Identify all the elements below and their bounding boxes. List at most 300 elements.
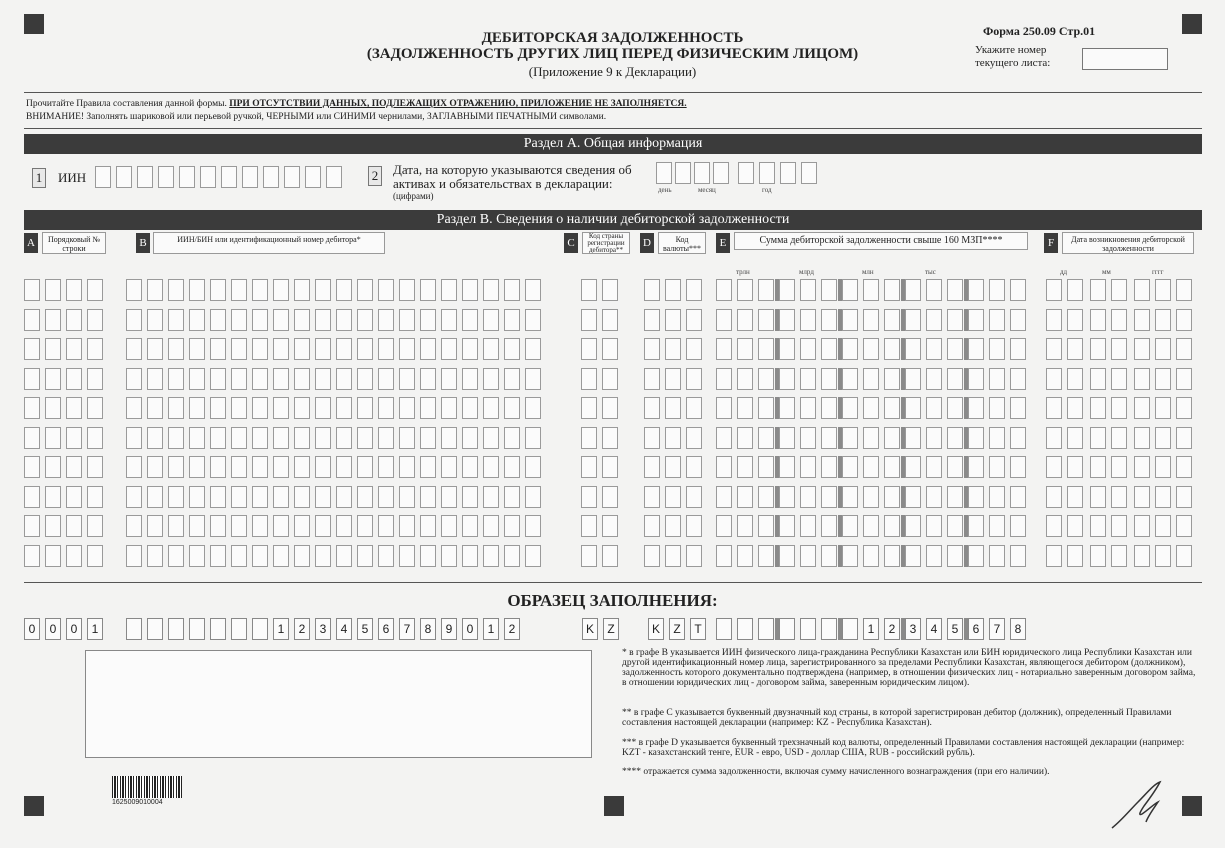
debtor-id-cell[interactable] — [273, 368, 289, 390]
currency-code-cell[interactable] — [686, 456, 702, 478]
currency-code-cell[interactable] — [644, 368, 660, 390]
debtor-id-cell[interactable] — [399, 279, 415, 301]
debtor-id-cell[interactable] — [210, 456, 226, 478]
debtor-id-cell[interactable] — [231, 515, 247, 537]
date-yyyy-cell[interactable] — [1155, 338, 1171, 360]
date-yyyy-cell[interactable] — [1176, 279, 1192, 301]
date-dd-cell[interactable] — [1067, 456, 1083, 478]
date-yyyy-cell[interactable] — [1134, 309, 1150, 331]
currency-code-cell[interactable] — [644, 545, 660, 567]
debtor-id-cell[interactable] — [399, 309, 415, 331]
amount-cell[interactable] — [947, 486, 963, 508]
debtor-id-cell[interactable] — [294, 338, 310, 360]
debtor-id-cell[interactable] — [294, 279, 310, 301]
amount-cell[interactable] — [926, 486, 942, 508]
amount-cell[interactable] — [821, 309, 837, 331]
amount-cell[interactable] — [716, 545, 732, 567]
amount-cell[interactable] — [779, 486, 795, 508]
debtor-id-cell[interactable] — [168, 397, 184, 419]
debtor-id-cell[interactable] — [210, 545, 226, 567]
debtor-id-cell[interactable] — [378, 397, 394, 419]
debtor-id-cell[interactable] — [462, 338, 478, 360]
date-dd-cell[interactable] — [1046, 338, 1062, 360]
debtor-id-cell[interactable] — [462, 456, 478, 478]
debtor-id-cell[interactable] — [294, 486, 310, 508]
date-dd-cell[interactable] — [1046, 309, 1062, 331]
row-number-cell[interactable] — [66, 515, 82, 537]
amount-cell[interactable] — [968, 486, 984, 508]
debtor-id-cell[interactable] — [504, 309, 520, 331]
currency-code-cell[interactable] — [665, 486, 681, 508]
debtor-id-cell[interactable] — [147, 338, 163, 360]
currency-code-cell[interactable] — [686, 545, 702, 567]
amount-cell[interactable] — [842, 515, 858, 537]
currency-code-cell[interactable] — [686, 486, 702, 508]
date-mm-cell[interactable] — [1111, 486, 1127, 508]
debtor-id-cell[interactable] — [504, 456, 520, 478]
amount-cell[interactable] — [863, 397, 879, 419]
country-code-cell[interactable] — [581, 427, 597, 449]
date-dd-cell[interactable] — [1046, 397, 1062, 419]
debtor-id-cell[interactable] — [336, 486, 352, 508]
amount-cell[interactable] — [1010, 338, 1026, 360]
amount-cell[interactable] — [800, 279, 816, 301]
debtor-id-cell[interactable] — [147, 456, 163, 478]
debtor-id-cell[interactable] — [462, 309, 478, 331]
iin-cell[interactable] — [200, 166, 216, 188]
currency-code-cell[interactable] — [665, 397, 681, 419]
row-number-cell[interactable] — [87, 309, 103, 331]
amount-cell[interactable] — [926, 427, 942, 449]
date-yyyy-cell[interactable] — [1155, 368, 1171, 390]
debtor-id-cell[interactable] — [273, 515, 289, 537]
debtor-id-cell[interactable] — [189, 545, 205, 567]
amount-cell[interactable] — [989, 515, 1005, 537]
date-dd-cell[interactable] — [1046, 486, 1062, 508]
amount-cell[interactable] — [926, 397, 942, 419]
amount-cell[interactable] — [947, 309, 963, 331]
debtor-id-cell[interactable] — [441, 309, 457, 331]
row-number-cell[interactable] — [45, 279, 61, 301]
date-dd-cell[interactable] — [1046, 279, 1062, 301]
debtor-id-cell[interactable] — [420, 397, 436, 419]
debtor-id-cell[interactable] — [147, 486, 163, 508]
date-mm-cell[interactable] — [1111, 397, 1127, 419]
country-code-cell[interactable] — [602, 515, 618, 537]
date-mm-cell[interactable] — [1090, 545, 1106, 567]
amount-cell[interactable] — [779, 515, 795, 537]
amount-cell[interactable] — [905, 545, 921, 567]
debtor-id-cell[interactable] — [504, 486, 520, 508]
debtor-id-cell[interactable] — [357, 515, 373, 537]
amount-cell[interactable] — [737, 486, 753, 508]
debtor-id-cell[interactable] — [147, 427, 163, 449]
amount-cell[interactable] — [842, 545, 858, 567]
amount-cell[interactable] — [1010, 456, 1026, 478]
debtor-id-cell[interactable] — [315, 338, 331, 360]
date-yyyy-cell[interactable] — [1176, 515, 1192, 537]
date-mm-cell[interactable] — [1111, 456, 1127, 478]
amount-cell[interactable] — [947, 515, 963, 537]
debtor-id-cell[interactable] — [126, 309, 142, 331]
debtor-id-cell[interactable] — [441, 486, 457, 508]
debtor-id-cell[interactable] — [189, 486, 205, 508]
amount-cell[interactable] — [758, 456, 774, 478]
amount-cell[interactable] — [905, 338, 921, 360]
debtor-id-cell[interactable] — [378, 368, 394, 390]
date-day-cell[interactable] — [675, 162, 691, 184]
debtor-id-cell[interactable] — [126, 279, 142, 301]
date-yyyy-cell[interactable] — [1134, 279, 1150, 301]
debtor-id-cell[interactable] — [441, 338, 457, 360]
amount-cell[interactable] — [926, 279, 942, 301]
amount-cell[interactable] — [779, 456, 795, 478]
debtor-id-cell[interactable] — [525, 515, 541, 537]
amount-cell[interactable] — [989, 486, 1005, 508]
amount-cell[interactable] — [800, 338, 816, 360]
debtor-id-cell[interactable] — [336, 456, 352, 478]
row-number-cell[interactable] — [66, 545, 82, 567]
amount-cell[interactable] — [884, 397, 900, 419]
debtor-id-cell[interactable] — [252, 427, 268, 449]
date-yyyy-cell[interactable] — [1155, 279, 1171, 301]
debtor-id-cell[interactable] — [189, 338, 205, 360]
date-dd-cell[interactable] — [1046, 368, 1062, 390]
row-number-cell[interactable] — [24, 427, 40, 449]
debtor-id-cell[interactable] — [462, 279, 478, 301]
amount-cell[interactable] — [821, 545, 837, 567]
debtor-id-cell[interactable] — [441, 368, 457, 390]
debtor-id-cell[interactable] — [399, 545, 415, 567]
amount-cell[interactable] — [989, 456, 1005, 478]
debtor-id-cell[interactable] — [504, 515, 520, 537]
amount-cell[interactable] — [863, 338, 879, 360]
currency-code-cell[interactable] — [665, 515, 681, 537]
amount-cell[interactable] — [758, 338, 774, 360]
iin-cell[interactable] — [158, 166, 174, 188]
debtor-id-cell[interactable] — [399, 338, 415, 360]
row-number-cell[interactable] — [66, 368, 82, 390]
amount-cell[interactable] — [863, 456, 879, 478]
date-yyyy-cell[interactable] — [1134, 368, 1150, 390]
amount-cell[interactable] — [821, 279, 837, 301]
date-mm-cell[interactable] — [1111, 279, 1127, 301]
amount-cell[interactable] — [716, 279, 732, 301]
debtor-id-cell[interactable] — [126, 515, 142, 537]
country-code-cell[interactable] — [581, 456, 597, 478]
date-mm-cell[interactable] — [1090, 338, 1106, 360]
amount-cell[interactable] — [926, 338, 942, 360]
debtor-id-cell[interactable] — [441, 456, 457, 478]
debtor-id-cell[interactable] — [168, 427, 184, 449]
date-dd-cell[interactable] — [1067, 545, 1083, 567]
country-code-cell[interactable] — [581, 309, 597, 331]
debtor-id-cell[interactable] — [189, 368, 205, 390]
country-code-cell[interactable] — [602, 309, 618, 331]
iin-cell[interactable] — [116, 166, 132, 188]
debtor-id-cell[interactable] — [294, 309, 310, 331]
row-number-cell[interactable] — [45, 515, 61, 537]
amount-cell[interactable] — [779, 397, 795, 419]
debtor-id-cell[interactable] — [525, 368, 541, 390]
amount-cell[interactable] — [968, 338, 984, 360]
date-yyyy-cell[interactable] — [1155, 397, 1171, 419]
amount-cell[interactable] — [884, 309, 900, 331]
debtor-id-cell[interactable] — [252, 397, 268, 419]
amount-cell[interactable] — [1010, 515, 1026, 537]
row-number-cell[interactable] — [87, 368, 103, 390]
amount-cell[interactable] — [716, 338, 732, 360]
debtor-id-cell[interactable] — [483, 486, 499, 508]
country-code-cell[interactable] — [581, 338, 597, 360]
currency-code-cell[interactable] — [665, 279, 681, 301]
date-yyyy-cell[interactable] — [1134, 545, 1150, 567]
date-yyyy-cell[interactable] — [1134, 338, 1150, 360]
debtor-id-cell[interactable] — [231, 486, 247, 508]
date-month-cell[interactable] — [713, 162, 729, 184]
amount-cell[interactable] — [821, 397, 837, 419]
date-yyyy-cell[interactable] — [1176, 456, 1192, 478]
amount-cell[interactable] — [926, 368, 942, 390]
amount-cell[interactable] — [800, 427, 816, 449]
currency-code-cell[interactable] — [686, 279, 702, 301]
debtor-id-cell[interactable] — [420, 427, 436, 449]
debtor-id-cell[interactable] — [189, 279, 205, 301]
debtor-id-cell[interactable] — [168, 338, 184, 360]
date-yyyy-cell[interactable] — [1134, 456, 1150, 478]
amount-cell[interactable] — [842, 338, 858, 360]
debtor-id-cell[interactable] — [420, 338, 436, 360]
currency-code-cell[interactable] — [644, 427, 660, 449]
amount-cell[interactable] — [989, 279, 1005, 301]
amount-cell[interactable] — [800, 515, 816, 537]
date-yyyy-cell[interactable] — [1155, 456, 1171, 478]
debtor-id-cell[interactable] — [336, 279, 352, 301]
debtor-id-cell[interactable] — [126, 427, 142, 449]
country-code-cell[interactable] — [602, 456, 618, 478]
amount-cell[interactable] — [968, 456, 984, 478]
debtor-id-cell[interactable] — [357, 338, 373, 360]
debtor-id-cell[interactable] — [210, 309, 226, 331]
currency-code-cell[interactable] — [644, 338, 660, 360]
debtor-id-cell[interactable] — [252, 486, 268, 508]
debtor-id-cell[interactable] — [420, 545, 436, 567]
debtor-id-cell[interactable] — [462, 368, 478, 390]
debtor-id-cell[interactable] — [210, 427, 226, 449]
amount-cell[interactable] — [821, 456, 837, 478]
debtor-id-cell[interactable] — [189, 427, 205, 449]
debtor-id-cell[interactable] — [126, 368, 142, 390]
sheet-number-input[interactable] — [1082, 48, 1168, 70]
amount-cell[interactable] — [716, 368, 732, 390]
debtor-id-cell[interactable] — [336, 397, 352, 419]
row-number-cell[interactable] — [45, 338, 61, 360]
debtor-id-cell[interactable] — [231, 545, 247, 567]
date-dd-cell[interactable] — [1046, 545, 1062, 567]
amount-cell[interactable] — [779, 368, 795, 390]
country-code-cell[interactable] — [581, 397, 597, 419]
debtor-id-cell[interactable] — [252, 545, 268, 567]
currency-code-cell[interactable] — [665, 427, 681, 449]
currency-code-cell[interactable] — [644, 279, 660, 301]
amount-cell[interactable] — [863, 515, 879, 537]
debtor-id-cell[interactable] — [189, 456, 205, 478]
debtor-id-cell[interactable] — [147, 545, 163, 567]
debtor-id-cell[interactable] — [441, 397, 457, 419]
debtor-id-cell[interactable] — [525, 309, 541, 331]
country-code-cell[interactable] — [602, 486, 618, 508]
iin-cell[interactable] — [137, 166, 153, 188]
amount-cell[interactable] — [716, 309, 732, 331]
amount-cell[interactable] — [989, 368, 1005, 390]
date-yyyy-cell[interactable] — [1134, 515, 1150, 537]
row-number-cell[interactable] — [24, 279, 40, 301]
debtor-id-cell[interactable] — [231, 279, 247, 301]
amount-cell[interactable] — [842, 456, 858, 478]
debtor-id-cell[interactable] — [357, 545, 373, 567]
amount-cell[interactable] — [926, 309, 942, 331]
debtor-id-cell[interactable] — [273, 397, 289, 419]
debtor-id-cell[interactable] — [273, 486, 289, 508]
debtor-id-cell[interactable] — [525, 427, 541, 449]
amount-cell[interactable] — [968, 279, 984, 301]
currency-code-cell[interactable] — [665, 338, 681, 360]
debtor-id-cell[interactable] — [168, 456, 184, 478]
amount-cell[interactable] — [968, 368, 984, 390]
amount-cell[interactable] — [800, 368, 816, 390]
debtor-id-cell[interactable] — [273, 456, 289, 478]
debtor-id-cell[interactable] — [357, 486, 373, 508]
date-yyyy-cell[interactable] — [1134, 427, 1150, 449]
debtor-id-cell[interactable] — [483, 515, 499, 537]
date-yyyy-cell[interactable] — [1176, 545, 1192, 567]
amount-cell[interactable] — [737, 368, 753, 390]
country-code-cell[interactable] — [602, 427, 618, 449]
iin-cell[interactable] — [305, 166, 321, 188]
amount-cell[interactable] — [737, 338, 753, 360]
amount-cell[interactable] — [758, 368, 774, 390]
debtor-id-cell[interactable] — [315, 486, 331, 508]
amount-cell[interactable] — [758, 545, 774, 567]
amount-cell[interactable] — [884, 368, 900, 390]
debtor-id-cell[interactable] — [126, 338, 142, 360]
debtor-id-cell[interactable] — [252, 338, 268, 360]
amount-cell[interactable] — [1010, 545, 1026, 567]
debtor-id-cell[interactable] — [525, 456, 541, 478]
date-mm-cell[interactable] — [1090, 515, 1106, 537]
amount-cell[interactable] — [926, 456, 942, 478]
row-number-cell[interactable] — [87, 456, 103, 478]
amount-cell[interactable] — [968, 515, 984, 537]
amount-cell[interactable] — [863, 486, 879, 508]
country-code-cell[interactable] — [581, 515, 597, 537]
debtor-id-cell[interactable] — [336, 545, 352, 567]
date-yyyy-cell[interactable] — [1176, 427, 1192, 449]
amount-cell[interactable] — [947, 456, 963, 478]
date-mm-cell[interactable] — [1111, 515, 1127, 537]
date-yyyy-cell[interactable] — [1176, 486, 1192, 508]
debtor-id-cell[interactable] — [357, 279, 373, 301]
debtor-id-cell[interactable] — [126, 397, 142, 419]
debtor-id-cell[interactable] — [315, 309, 331, 331]
row-number-cell[interactable] — [24, 545, 40, 567]
currency-code-cell[interactable] — [644, 515, 660, 537]
debtor-id-cell[interactable] — [252, 309, 268, 331]
debtor-id-cell[interactable] — [420, 368, 436, 390]
debtor-id-cell[interactable] — [504, 338, 520, 360]
debtor-id-cell[interactable] — [483, 309, 499, 331]
debtor-id-cell[interactable] — [315, 368, 331, 390]
debtor-id-cell[interactable] — [336, 338, 352, 360]
debtor-id-cell[interactable] — [525, 279, 541, 301]
amount-cell[interactable] — [737, 456, 753, 478]
row-number-cell[interactable] — [66, 486, 82, 508]
debtor-id-cell[interactable] — [378, 456, 394, 478]
amount-cell[interactable] — [863, 427, 879, 449]
amount-cell[interactable] — [863, 545, 879, 567]
amount-cell[interactable] — [758, 427, 774, 449]
debtor-id-cell[interactable] — [483, 397, 499, 419]
debtor-id-cell[interactable] — [378, 545, 394, 567]
currency-code-cell[interactable] — [665, 368, 681, 390]
debtor-id-cell[interactable] — [210, 486, 226, 508]
date-dd-cell[interactable] — [1046, 427, 1062, 449]
amount-cell[interactable] — [884, 279, 900, 301]
date-yyyy-cell[interactable] — [1176, 338, 1192, 360]
date-yyyy-cell[interactable] — [1155, 486, 1171, 508]
debtor-id-cell[interactable] — [231, 338, 247, 360]
debtor-id-cell[interactable] — [147, 309, 163, 331]
amount-cell[interactable] — [905, 427, 921, 449]
amount-cell[interactable] — [842, 486, 858, 508]
date-mm-cell[interactable] — [1090, 486, 1106, 508]
debtor-id-cell[interactable] — [168, 515, 184, 537]
debtor-id-cell[interactable] — [420, 456, 436, 478]
debtor-id-cell[interactable] — [336, 368, 352, 390]
amount-cell[interactable] — [989, 397, 1005, 419]
amount-cell[interactable] — [968, 309, 984, 331]
row-number-cell[interactable] — [45, 545, 61, 567]
amount-cell[interactable] — [968, 397, 984, 419]
amount-cell[interactable] — [758, 309, 774, 331]
row-number-cell[interactable] — [66, 338, 82, 360]
debtor-id-cell[interactable] — [315, 279, 331, 301]
currency-code-cell[interactable] — [686, 427, 702, 449]
currency-code-cell[interactable] — [665, 545, 681, 567]
date-dd-cell[interactable] — [1067, 279, 1083, 301]
amount-cell[interactable] — [779, 338, 795, 360]
amount-cell[interactable] — [884, 486, 900, 508]
country-code-cell[interactable] — [602, 368, 618, 390]
amount-cell[interactable] — [1010, 309, 1026, 331]
amount-cell[interactable] — [821, 368, 837, 390]
amount-cell[interactable] — [1010, 279, 1026, 301]
row-number-cell[interactable] — [87, 279, 103, 301]
amount-cell[interactable] — [905, 515, 921, 537]
debtor-id-cell[interactable] — [273, 427, 289, 449]
debtor-id-cell[interactable] — [231, 309, 247, 331]
amount-cell[interactable] — [1010, 427, 1026, 449]
row-number-cell[interactable] — [66, 427, 82, 449]
amount-cell[interactable] — [989, 545, 1005, 567]
amount-cell[interactable] — [968, 427, 984, 449]
date-dd-cell[interactable] — [1067, 397, 1083, 419]
debtor-id-cell[interactable] — [336, 515, 352, 537]
amount-cell[interactable] — [758, 397, 774, 419]
date-mm-cell[interactable] — [1090, 456, 1106, 478]
amount-cell[interactable] — [884, 456, 900, 478]
debtor-id-cell[interactable] — [357, 456, 373, 478]
